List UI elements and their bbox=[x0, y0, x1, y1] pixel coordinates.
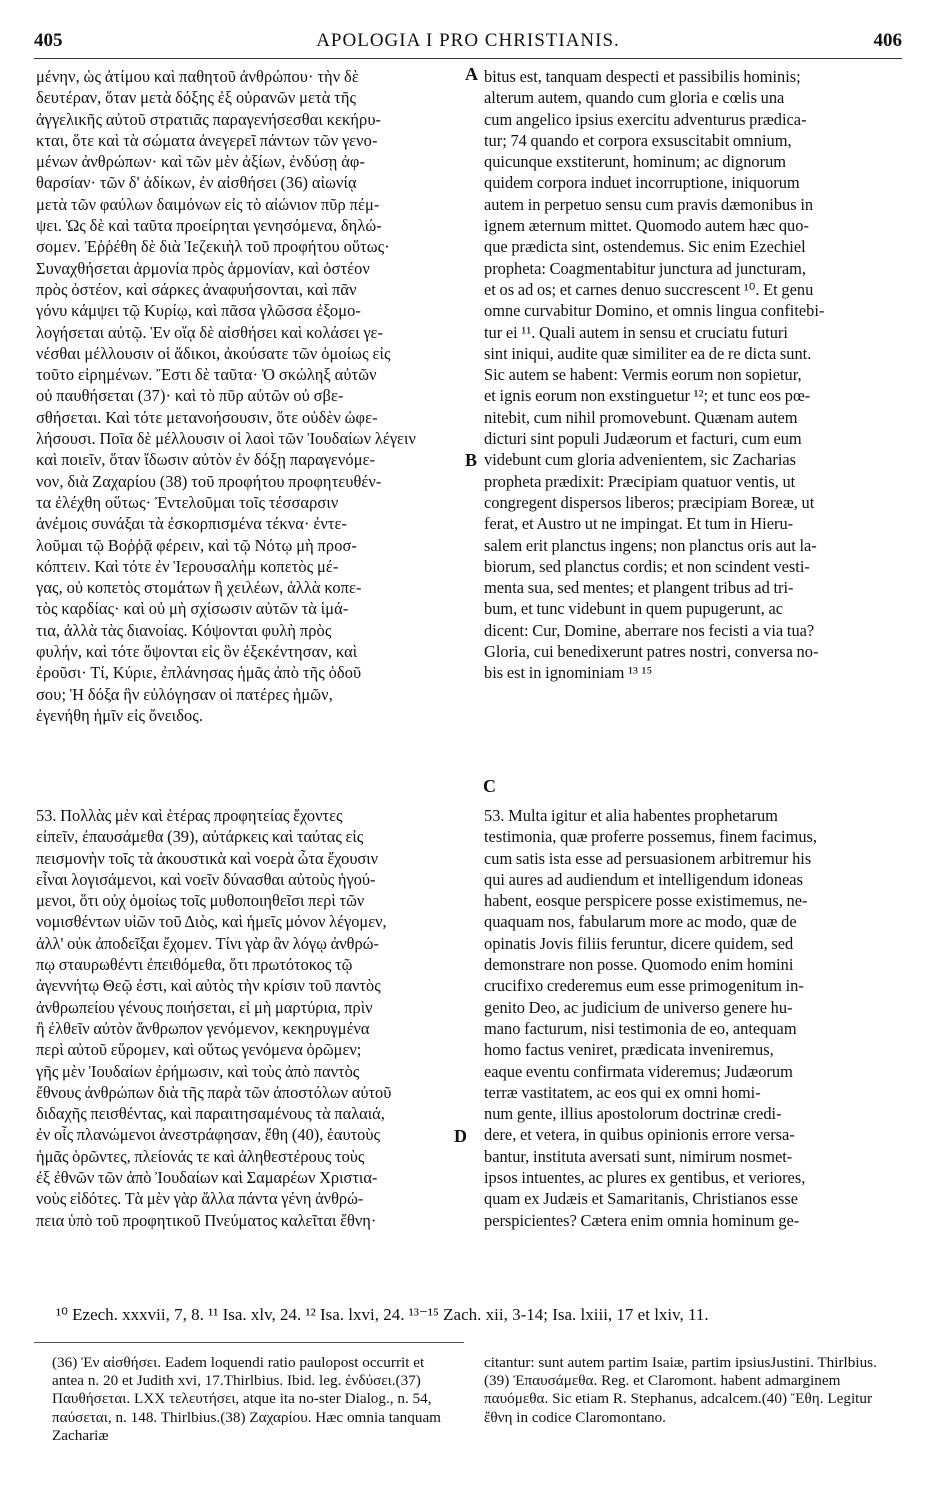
margin-letter-a: A bbox=[465, 64, 478, 84]
greek-text-line: ἡμᾶς ὁρῶντες, πλείονάς τε καὶ ἀληθεστέρους τοὺς bbox=[36, 1146, 365, 1166]
greek-text-line: οὐ παυθήσεται (37)· καὶ τὸ πῦρ αὐτῶν οὐ σβε- bbox=[36, 386, 344, 406]
greek-text-line: ἐγενήθη ἡμῖν εἰς ὄνειδος. bbox=[36, 705, 204, 725]
greek-text-line: ψει. Ὡς δὲ καὶ ταῦτα προείρηται γενησόμενα, δηλώ- bbox=[36, 216, 382, 236]
greek-column-top bbox=[36, 66, 466, 726]
greek-text-line: καὶ ποιεῖν, ὅταν ἴδωσιν αὐτὸν ἐν δόξῃ παραγενόμε- bbox=[36, 450, 376, 470]
latin-text-line: quidem corpora induet incorruptione, iniquorum bbox=[484, 173, 800, 193]
greek-text-line: μένων ἀνθρώπων· καὶ τῶν μὲν ἀξίων, ἐνδύσῃ ἀφ- bbox=[36, 152, 366, 172]
greek-text-line: πεισμονὴν τοῖς τὰ ἀκουστικὰ καὶ νοερὰ ὦτα ἔχουσιν bbox=[36, 848, 379, 868]
latin-column-bottom bbox=[484, 805, 898, 1231]
footnote-line: calcem. bbox=[714, 1390, 762, 1408]
greek-text-line: δευτέραν, ὅταν μετὰ δόξης ἐξ οὐρανῶν μετὰ τῆς bbox=[36, 88, 357, 108]
latin-text-line: bis est in ignominiam ¹³ ¹⁵ bbox=[484, 663, 653, 683]
greek-text-line: εἰπεῖν, ἐπαυσάμεθα (39), αὐτάρκεις καὶ ταύτας εἰς bbox=[36, 827, 364, 847]
greek-text-line: μενοι, ὅτι οὐχ ὁμοίως τοῖς μυθοποιηθεῖσι περὶ τῶν bbox=[36, 891, 365, 911]
greek-text-line: τια, ἀλλὰ τὰς διανοίας. Κόψονται φυλὴ πρὸς bbox=[36, 620, 332, 640]
margin-letter-d: D bbox=[454, 1126, 467, 1146]
latin-text-line: biorum, sed planctus cordis; et non scindent vesti- bbox=[484, 556, 810, 576]
greek-text-line: Συναχθήσεται ἁρμονία πρὸς ἁρμονίαν, καὶ ὀστέον bbox=[36, 258, 370, 278]
greek-text-line: λογήσεται αὐτῷ. Ἐν οἵᾳ δὲ αἰσθήσει καὶ κολάσει γε- bbox=[36, 322, 384, 342]
greek-text-line: ἀνέμοις συνάξαι τὰ ἐσκορπισμένα τέκνα· ἐντε- bbox=[36, 514, 348, 534]
greek-text-line: ἐν οἷς πλανώμενοι ἀνεστράφησαν, ἔθη (40), ἑαυτοὺς bbox=[36, 1125, 380, 1145]
latin-text-line: crucifixo crederemus eum esse primogenitum in- bbox=[484, 976, 804, 996]
page-number-right: 406 bbox=[873, 30, 902, 51]
latin-text-line: bantur, instituta aversati sunt, nimirum nosmet- bbox=[484, 1146, 793, 1166]
greek-text-line: πεια ὑπὸ τοῦ προφητικοῦ Πνεύματος καλεῖται ἔθνη· bbox=[36, 1210, 377, 1230]
footnote-line: Justini. Thirlbius. bbox=[770, 1354, 877, 1371]
greek-text-line: 53. Πολλὰς μὲν καὶ ἑτέρας προφητείας ἔχοντες bbox=[36, 806, 343, 825]
greek-text-line: σθήσεται. Καὶ τότε μετανοήσουσιν, ὅτε οὐδὲν ὠφε- bbox=[36, 407, 378, 427]
footnote-line: (38) Ζαχαρίου. Hæc omnia tanquam Zachariæ bbox=[52, 1408, 441, 1444]
greek-text-line: διδαχῆς πεισθέντας, καὶ παραιτησαμένους τὰ παλαιά, bbox=[36, 1104, 385, 1124]
latin-text-line: opinatis Jovis filiis feruntur, dicere quidem, sed bbox=[484, 933, 794, 953]
latin-text-line: Sic autem se habent: Vermis eorum non sopietur, bbox=[484, 365, 802, 385]
footnote-line: citantur: sunt autem partim Isaiæ, partim ipsius bbox=[484, 1354, 771, 1371]
greek-text-line: κται, ὅτε καὶ τὰ σώματα ἀνεγερεῖ πάντων τῶν γενο- bbox=[36, 130, 378, 150]
latin-text-line: sint iniqui, audite quæ similiter ea de re dicta sunt. bbox=[484, 343, 812, 363]
greek-text-line: νον, διὰ Ζαχαρίου (38) τοῦ προφήτου προφητευθέν- bbox=[36, 471, 382, 491]
footnotes-left bbox=[52, 1354, 452, 1445]
greek-text-line: μένην, ὡς ἀτίμου καὶ παθητοῦ ἀνθρώπου· τὴν δὲ bbox=[36, 67, 359, 86]
latin-text-line: alterum autem, quando cum gloria e cœlis una bbox=[484, 88, 785, 108]
greek-text-line: ἔθνους ἀνθρώπων διὰ τῆς παρὰ τῶν ἀποστόλων αὐτοῦ bbox=[36, 1082, 392, 1102]
greek-text-line: ἐξ ἐθνῶν τῶν ἀπὸ Ἰουδαίων καὶ Σαμαρέων Χριστια- bbox=[36, 1168, 378, 1188]
latin-text-line: perspicientes? Cætera enim omnia hominum ge- bbox=[484, 1210, 800, 1230]
greek-text-line: εἶναι λογισάμενοι, καὶ νοεῖν δύνασθαι αὐτοὺς ἡγού- bbox=[36, 869, 376, 889]
latin-column-top bbox=[484, 66, 898, 684]
latin-text-line: dere, et vetera, in quibus opinionis errore versa- bbox=[484, 1125, 795, 1145]
latin-text-line: congregent dispersos liberos; præcipiam Boreæ, ut bbox=[484, 492, 815, 512]
greek-column-bottom bbox=[36, 805, 466, 1231]
latin-text-line: propheta: Coagmentabitur junctura ad juncturam, bbox=[484, 258, 807, 278]
greek-text-line: ἀγεννήτῳ Θεῷ ἐστι, καὶ αὐτὸς τὴν κρίσιν τοῦ παντὸς bbox=[36, 976, 381, 996]
footnote-line: (39) Ἐπαυσάμεθα. Reg. et Claromont. habent ad bbox=[484, 1372, 780, 1390]
latin-text-line: tur ei ¹¹. Quali autem in sensu et cruciatu futuri bbox=[484, 322, 788, 342]
footnote-line: marginem παυόμεθα. Sic etiam R. Stephanus, ad bbox=[484, 1372, 841, 1408]
latin-text-line: et os ad os; et carnes denuo succrescent ¹⁰. Et genu bbox=[484, 279, 814, 299]
latin-text-line: quicunque exstiterunt, hominum; ac dignorum bbox=[484, 152, 787, 172]
footnote-line: (37) Παυθήσεται. LXX τελευτήσει, atque ita no- bbox=[52, 1372, 421, 1408]
latin-text-line: omne curvabitur Domino, et omnis lingua confitebi- bbox=[484, 301, 825, 321]
latin-text-line: 53. Multa igitur et alia habentes prophetarum bbox=[484, 806, 778, 825]
latin-text-line: bitus est, tanquam despecti et passibilis hominis; bbox=[484, 67, 801, 86]
greek-text-line: πῳ σταυρωθέντι ἐπειθόμεθα, ὅτι πρωτότοκος τῷ bbox=[36, 955, 353, 975]
latin-text-line: bum, et tunc videbunt in quem pupugerunt, ac bbox=[484, 599, 783, 619]
greek-text-line: ἀλλ' οὐκ ἀποδεῖξαι ἔχομεν. Τίνι γὰρ ἂν λόγῳ ἀνθρώ- bbox=[36, 933, 379, 953]
latin-text-line: homo factus veniret, prædicata inveniremus, bbox=[484, 1040, 774, 1060]
greek-text-line: νομισθέντων υἱῶν τοῦ Διὸς, καὶ ἡμεῖς μόνον λέγομεν, bbox=[36, 912, 387, 932]
margin-letter-b: B bbox=[465, 450, 478, 470]
latin-text-line: ignem æternum mittet. Quomodo autem hæc quo- bbox=[484, 216, 809, 236]
latin-text-line: quam ex Judæis et Samaritanis, Christianos esse bbox=[484, 1189, 798, 1209]
greek-text-line: μετὰ τῶν φαύλων δαιμόνων εἰς τὸ αἰώνιον πῦρ πέμ- bbox=[36, 194, 380, 214]
greek-text-line: σομεν. Ἐῤῥέθη δὲ διὰ Ἰεζεκιὴλ τοῦ προφήτου οὕτως· bbox=[36, 237, 390, 257]
latin-text-line: genito Deo, ac judicium de universo genere hu- bbox=[484, 997, 793, 1017]
latin-text-line: que prædicta sint, ostendemus. Sic enim Ezechiel bbox=[484, 237, 806, 257]
greek-text-line: πρὸς ὀστέον, καὶ σάρκες ἀναφυήσονται, καὶ πᾶν bbox=[36, 279, 357, 299]
greek-text-line: λοῦμαι τῷ Βοῤῥᾷ φέρειν, καὶ τῷ Νότῳ μὴ προσ- bbox=[36, 535, 357, 555]
latin-text-line: autem in perpetuo sensu cum pravis dæmonibus in bbox=[484, 194, 814, 214]
greek-text-line: νέσθαι μέλλουσιν οἱ ἄδικοι, ἀκούσατε τῶν ὁμοίως εἰς bbox=[36, 343, 391, 363]
latin-text-line: dicturi sint populi Judæorum et facturi, cum eum bbox=[484, 429, 802, 449]
latin-text-line: et ignis eorum non exstinguetur ¹²; et tunc eos pœ- bbox=[484, 386, 811, 406]
latin-text-line: videbunt cum gloria advenientem, sic Zacharias bbox=[484, 450, 797, 470]
footnote-line: post occurrit et antea n. 20 et Judith xvi, 17. bbox=[52, 1354, 425, 1390]
greek-text-line: νοὺς εἰδότες. Τὰ μὲν γὰρ ἄλλα πάντα γένη ἀνθρώ- bbox=[36, 1189, 364, 1209]
footnote-line: (36) Ἐν αἰσθήσει. Eadem loquendi ratio paulo bbox=[52, 1354, 334, 1371]
footnotes-right bbox=[484, 1354, 898, 1427]
footnote-line: Thirlbius. Ibid. leg. ἐνδύσει. bbox=[223, 1372, 396, 1390]
latin-text-line: Gloria, cui benedixerunt patres nostri, conversa no- bbox=[484, 642, 819, 662]
latin-text-line: cum angelico ipsius exercitu adventurus prædica- bbox=[484, 109, 807, 129]
greek-text-line: τὸς καρδίας· καὶ οὐ μὴ σχίσωσιν αὐτῶν τὰ ἱμά- bbox=[36, 599, 349, 619]
footnote-rule bbox=[34, 1342, 464, 1343]
latin-text-line: num gente, illius apostolorum doctrinæ credi- bbox=[484, 1104, 782, 1124]
greek-text-line: θαρσίαν· τῶν δ' ἀδίκων, ἐν αἰσθήσει (36) αἰωνίᾳ bbox=[36, 173, 357, 193]
latin-text-line: qui aures ad audiendum et intelligendum idoneas bbox=[484, 869, 803, 889]
greek-text-line: κόπτειν. Καὶ τότε ἐν Ἱερουσαλὴμ κοπετὸς μέ- bbox=[36, 556, 339, 576]
latin-text-line: propheta prædixit: Præcipiam quatuor ventis, ut bbox=[484, 471, 796, 491]
footnote-line: (40) Ἔθη. Legitur ἔθνη in codice Claromontano. bbox=[484, 1390, 873, 1426]
scripture-references: ¹⁰ Ezech. xxxvii, 7, 8. ¹¹ Isa. xlv, 24. ¹² Isa. lxvi, 24. ¹³⁻¹⁵ Zach. xii, 3-14; Isa. lxiii, 17 et lxiv, 11. bbox=[56, 1305, 709, 1324]
latin-text-line: demonstrare non posse. Quomodo enim homini bbox=[484, 955, 794, 975]
latin-text-line: terræ vastitatem, ac eos qui ex omni homi- bbox=[484, 1082, 761, 1102]
greek-text-line: σου; Ἡ δόξα ἣν εὐλόγησαν οἱ πατέρες ἡμῶν, bbox=[36, 684, 333, 704]
latin-text-line: nitebit, cum nihil promovebunt. Quænam autem bbox=[484, 407, 798, 427]
greek-text-line: λήσουσι. Ποῖα δὲ μέλλουσιν οἱ λαοὶ τῶν Ἰουδαίων λέγειν bbox=[36, 429, 416, 449]
latin-text-line: dicent: Cur, Domine, aberrare nos fecisti a via tua? bbox=[484, 620, 815, 640]
latin-text-line: tur; 74 quando et corpora exsuscitabit omnium, bbox=[484, 130, 792, 150]
greek-text-line: ἢ ἐλθεῖν αὐτὸν ἄνθρωπον γενόμενον, κεκηρυγμένα bbox=[36, 1018, 370, 1038]
running-title: APOLOGIA I PRO CHRISTIANIS. bbox=[316, 30, 620, 51]
greek-text-line: γόνυ κάμψει τῷ Κυρίῳ, καὶ πᾶσα γλῶσσα ἐξομο- bbox=[36, 301, 361, 321]
greek-text-line: τοῦτο εἰρημένων. Ἔστι δὲ ταῦτα· Ὁ σκώληξ αὐτῶν bbox=[36, 365, 377, 385]
latin-text-line: ferat, et Austro ut ne impingat. Et tum in Hieru- bbox=[484, 514, 794, 534]
margin-letter-c: C bbox=[483, 776, 496, 796]
greek-text-line: ἀνθρωπείου γένους ποιήσεται, εἰ μὴ μαρτύρια, πρὶν bbox=[36, 997, 373, 1017]
latin-text-line: quaquam nos, fabularum more ac modo, quæ de bbox=[484, 912, 797, 932]
latin-text-line: eaque eventu confirmata videremus; Judæorum bbox=[484, 1061, 793, 1081]
page-header bbox=[34, 30, 902, 59]
greek-text-line: περὶ αὐτοῦ εὕρομεν, καὶ οὕτως γενόμενα ὁρῶμεν; bbox=[36, 1040, 362, 1060]
latin-text-line: mano facturum, nisi testimonia de eo, antequam bbox=[484, 1018, 797, 1038]
page-number-left: 405 bbox=[34, 30, 63, 51]
greek-text-line: γας, οὐ κοπετὸς στομάτων ἢ χειλέων, ἀλλὰ κοπε- bbox=[36, 578, 362, 598]
greek-text-line: ἐροῦσι· Τί, Κύριε, ἐπλάνησας ἡμᾶς ἀπὸ τῆς ὁδοῦ bbox=[36, 663, 362, 683]
greek-text-line: ἀγγελικῆς αὐτοῦ στρατιᾶς παραγενήσεσθαι κεκήρυ- bbox=[36, 109, 382, 129]
latin-text-line: menta sua, sed mentes; et plangent tribus ad tri- bbox=[484, 578, 794, 598]
latin-text-line: cum satis ista esse ad persuasionem arbitremur his bbox=[484, 848, 812, 868]
latin-text-line: salem erit planctus ingens; non planctus oris aut la- bbox=[484, 535, 817, 555]
latin-text-line: habent, eosque perspicere posse existimemus, ne- bbox=[484, 891, 808, 911]
latin-text-line: testimonia, quæ proferre possemus, finem facimus, bbox=[484, 827, 818, 847]
greek-text-line: φυλήν, καὶ τότε ὄψονται εἰς ὃν ἐξεκέντησαν, καὶ bbox=[36, 642, 358, 662]
greek-text-line: τα ἐλέχθη οὕτως· Ἐντελοῦμαι τοῖς τέσσαρσιν bbox=[36, 492, 339, 512]
latin-text-line: ipsos intuentes, ac plures ex gentibus, et veriores, bbox=[484, 1168, 806, 1188]
greek-text-line: γῆς μὲν Ἰουδαίων ἐρήμωσιν, καὶ τοὺς ἀπὸ παντὸς bbox=[36, 1061, 360, 1081]
footnote-line: ster Dialog., n. 54, παύσεται, n. 148. Thirlbius. bbox=[52, 1390, 432, 1426]
